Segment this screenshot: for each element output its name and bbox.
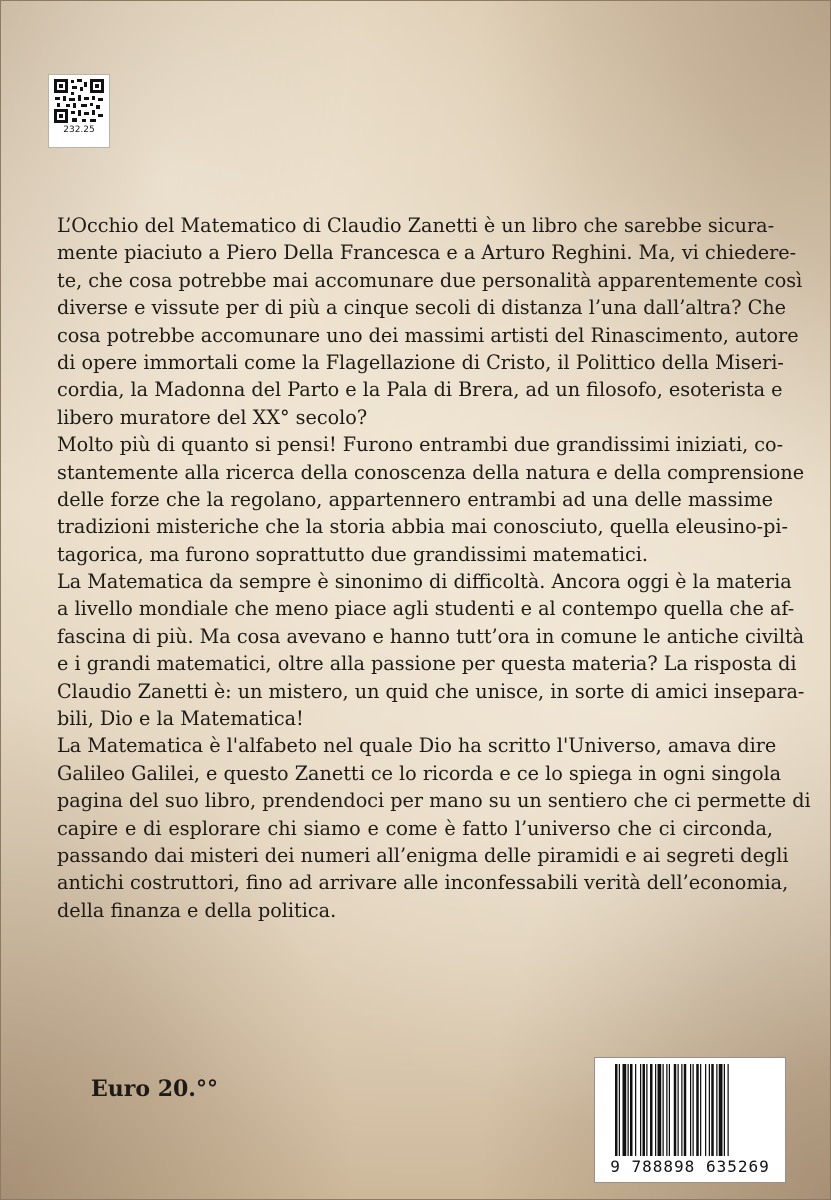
text-line: Galileo Galilei, e questo Zanetti ce lo ricorda e ce lo spiega in ogni singola [57,761,782,785]
qr-code-label [48,74,110,148]
text-line: capire e di esplorare chi siamo e come è fatto l’universo che ci circonda, [57,816,773,840]
price-label: Euro 20.°° [91,1076,218,1102]
text-line: antichi costruttori, fino ad arrivare alle inconfessabili verità dell’economia, [57,871,789,895]
barcode-icon [615,1064,765,1156]
qr-code-number: 232.25 [63,125,95,135]
text-line: diverse e vissute per di più a cinque secoli di distanza l’una dall’altra? Che [57,296,786,320]
text-line: libero muratore del XX° secolo? [57,405,368,429]
back-cover-text [57,212,811,924]
text-line: tagorica, ma furono soprattutto due grandissimi matematici. [57,542,648,566]
text-line: stantemente alla ricerca della conoscenza della natura e della comprensione [57,460,805,484]
text-line: a livello mondiale che meno piace agli studenti e al contempo quella che af- [57,597,795,621]
text-line: e i grandi matematici, oltre alla passione per questa materia? La risposta di [57,652,797,676]
text-line: passando dai misteri dei numeri all’enigma delle piramidi e ai segreti degli [57,843,789,867]
qr-code-icon [54,79,104,123]
isbn-number: 9 788898 635269 [610,1157,770,1176]
text-line: mente piaciuto a Piero Della Francesca e a Arturo Reghini. Ma, vi chiedere- [57,241,797,265]
text-line: tradizioni misteriche che la storia abbia mai conosciuto, quella eleusino-pi- [57,515,789,539]
text-line: fascina di più. Ma cosa avevano e hanno tutt’ora in comune le antiche civiltà [57,624,805,648]
text-line: La Matematica da sempre è sinonimo di difficoltà. Ancora oggi è la materia [57,570,792,594]
barcode-label [594,1057,786,1183]
text-line: te, che cosa potrebbe mai accomunare due personalità apparentemente così [57,268,803,292]
text-line: L’Occhio del Matematico di Claudio Zanetti è un libro che sarebbe sicura- [57,214,775,237]
text-line: cordia, la Madonna del Parto e la Pala di Brera, ad un filosofo, esoterista e [57,378,783,402]
text-line: Molto più di quanto si pensi! Furono entrambi due grandissimi iniziati, co- [57,433,784,457]
text-line: di opere immortali come la Flagellazione di Cristo, il Polittico della Miseri- [57,350,784,374]
text-line: della finanza e della politica. [57,898,337,922]
text-line: bili, Dio e la Matematica! [57,707,304,731]
text-line: pagina del suo libro, prendendoci per mano su un sentiero che ci permette di [57,789,811,813]
text-line: Claudio Zanetti è: un mistero, un quid che unisce, in sorte di amici insepara- [57,679,805,703]
text-line: cosa potrebbe accomunare uno dei massimi artisti del Rinascimento, autore [57,323,799,347]
text-line: delle forze che la regolano, appartennero entrambi ad una delle massime [57,487,773,511]
text-line: La Matematica è l'alfabeto nel quale Dio ha scritto l'Universo, amava dire [57,734,777,758]
